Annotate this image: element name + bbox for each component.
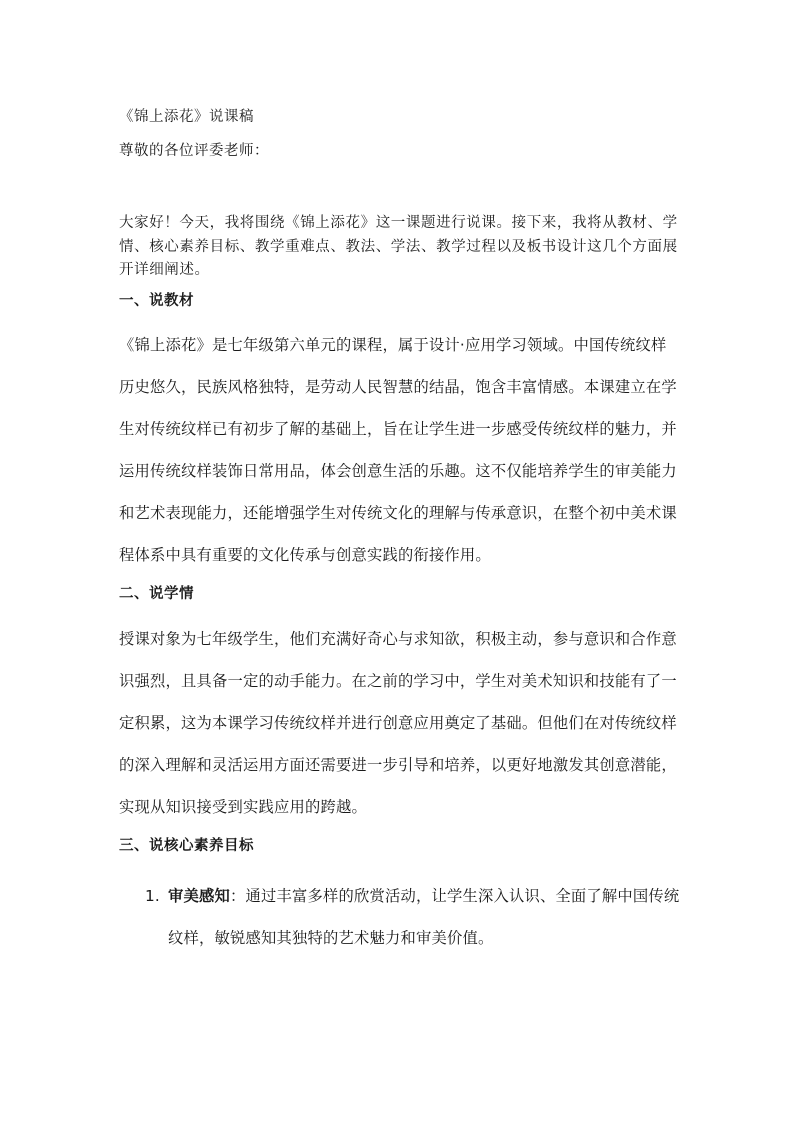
section-heading-core-goals: 三、说核心素养目标 (119, 838, 254, 854)
intro-paragraph: 大家好！今天，我将围绕《锦上添花》这一课题进行说课。接下来，我将从教材、学情、核心素养目标、教学重难点、教法、学法、教学过程以及板书设计这几个方面展开详细阐述。 (119, 215, 678, 278)
section-heading-students: 二、说学情 (119, 586, 194, 602)
list-item-text: ：通过丰富多样的欣赏活动，让学生深入认识、全面了解中国传统纹样，敏锐感知其独特的艺术魅力和审美价值。 (168, 887, 680, 947)
list-item-lead: 审美感知 (168, 887, 230, 905)
document-title: 《锦上添花》说课稿 (119, 109, 254, 125)
list-item (145, 875, 685, 959)
section-body-textbook: 《锦上添花》是七年级第六单元的课程，属于设计·应用学习领域。中国传统纹样历史悠久，民族风格独特，是劳动人民智慧的结晶，饱含丰富情感。本课建立在学生对传统纹样已有初步了解的基础上，旨在让学生进一步感受传统纹样的魅力，并运用传统纹样装饰日常用品，体会创意生活的乐趣。这不仅能培养学生的审美能力和艺术表现能力，还能增强学生对传统文化的理解与传承意识，在整个初中美术课程体系中具有重要的文化传承与创意实践的衔接作用。 (119, 336, 677, 564)
section-heading-textbook: 一、说教材 (119, 293, 194, 309)
salutation: 尊敬的各位评委老师： (119, 143, 269, 159)
core-goals-list (145, 875, 685, 959)
list-item-number: 1. (145, 887, 160, 905)
section-body-students: 授课对象为七年级学生，他们充满好奇心与求知欲，积极主动，参与意识和合作意识强烈，且具备一定的动手能力。在之前的学习中，学生对美术知识和技能有了一定积累，这为本课学习传统纹样并进行创意应用奠定了基础。但他们在对传统纹样的深入理解和灵活运用方面还需要进一步引导和培养，以更好地激发其创意潜能，实现从知识接受到实践应用的跨越。 (119, 630, 677, 816)
